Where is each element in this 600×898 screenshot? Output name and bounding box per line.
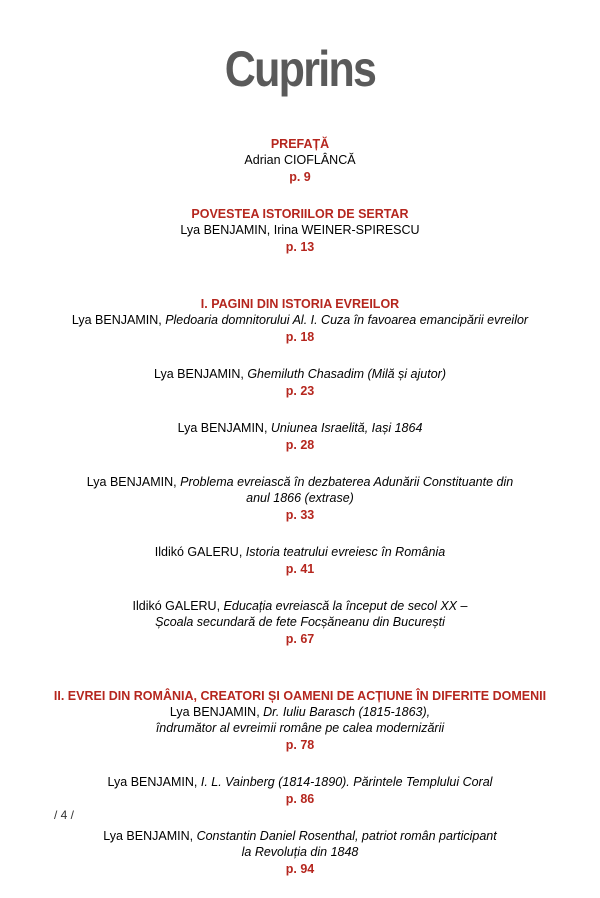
author-line xyxy=(0,828,600,844)
author-line xyxy=(0,312,600,328)
author-line: Lya BENJAMIN, Irina WEINER-SPIRESCU xyxy=(180,223,420,237)
work-title: Dr. Iuliu Barasch (1815-1863), xyxy=(263,705,431,719)
page-number: p. 86 xyxy=(285,792,315,806)
page-number: p. 28 xyxy=(285,438,315,452)
section-heading: I. PAGINI DIN ISTORIA EVREILOR xyxy=(200,297,400,311)
toc-entry[interactable] xyxy=(0,774,600,808)
page-number: p. 23 xyxy=(285,384,315,398)
author: Lya BENJAMIN, xyxy=(103,829,197,843)
author: Lya BENJAMIN, xyxy=(154,367,248,381)
toc-entry[interactable] xyxy=(0,420,600,454)
page-number: p. 9 xyxy=(289,170,311,184)
page-number: p. 94 xyxy=(285,862,315,876)
work-title: Istoria teatrului evreiesc în România xyxy=(245,545,446,559)
work-title: I. L. Vainberg (1814-1890). Părintele Templului Coral xyxy=(200,775,493,789)
author: Lya BENJAMIN, xyxy=(177,421,271,435)
page-number: p. 41 xyxy=(285,562,315,576)
toc-entry-povestea[interactable] xyxy=(0,206,600,256)
author-line xyxy=(0,598,600,614)
work-title-continued: Școala secundară de fete Focșăneanu din București xyxy=(155,615,445,629)
author: Lya BENJAMIN, xyxy=(107,775,201,789)
table-of-contents xyxy=(0,136,600,898)
author: Ildikó GALERU, xyxy=(132,599,224,613)
author-line xyxy=(0,544,600,560)
page-footer-number: / 4 / xyxy=(54,808,75,822)
page-title: Cuprins xyxy=(224,41,376,97)
work-title: Constantin Daniel Rosenthal, patriot român participant xyxy=(196,829,497,843)
work-title: Uniunea Israelită, Iași 1864 xyxy=(270,421,423,435)
toc-entry-prefata[interactable] xyxy=(0,136,600,186)
toc-entry[interactable] xyxy=(0,828,600,878)
page-number: p. 78 xyxy=(285,738,315,752)
author-line xyxy=(0,704,600,720)
page-number: p. 67 xyxy=(285,632,315,646)
author-line xyxy=(0,474,600,490)
author-line: Adrian CIOFLÂNCĂ xyxy=(244,153,356,167)
work-title-continued: anul 1866 (extrase) xyxy=(246,491,354,505)
work-title-continued: la Revoluția din 1848 xyxy=(241,845,359,859)
toc-entry[interactable] xyxy=(0,598,600,648)
work-title: Educația evreiască la început de secol XX – xyxy=(223,599,468,613)
section-heading: POVESTEA ISTORIILOR DE SERTAR xyxy=(191,207,409,221)
author: Lya BENJAMIN, xyxy=(71,313,166,327)
author: Lya BENJAMIN, xyxy=(86,475,181,489)
page-number: p. 18 xyxy=(285,330,315,344)
work-title: Problema evreiască în dezbaterea Adunării Constituante din xyxy=(180,475,514,489)
author-line xyxy=(0,774,600,790)
author: Ildikó GALERU, xyxy=(154,545,246,559)
toc-entry[interactable] xyxy=(0,544,600,578)
section-heading: PREFAȚĂ xyxy=(270,137,330,151)
work-title: Pledoaria domnitorului Al. I. Cuza în favoarea emancipării evreilor xyxy=(165,313,529,327)
work-title: Ghemiluth Chasadim (Milă și ajutor) xyxy=(247,367,446,381)
toc-entry[interactable] xyxy=(0,366,600,400)
toc-entry-section-1[interactable] xyxy=(0,296,600,346)
work-title-continued: îndrumător al evreimii române pe calea modernizării xyxy=(155,721,445,735)
page-number: p. 33 xyxy=(285,508,315,522)
toc-entry-section-2[interactable] xyxy=(0,688,600,754)
author-line xyxy=(0,366,600,382)
page-number: p. 13 xyxy=(285,240,315,254)
section-heading: II. EVREI DIN ROMÂNIA, CREATORI ȘI OAMENI DE ACȚIUNE ÎN DIFERITE DOMENII xyxy=(53,689,547,703)
author: Lya BENJAMIN, xyxy=(169,705,264,719)
toc-entry[interactable] xyxy=(0,474,600,524)
author-line xyxy=(0,420,600,436)
